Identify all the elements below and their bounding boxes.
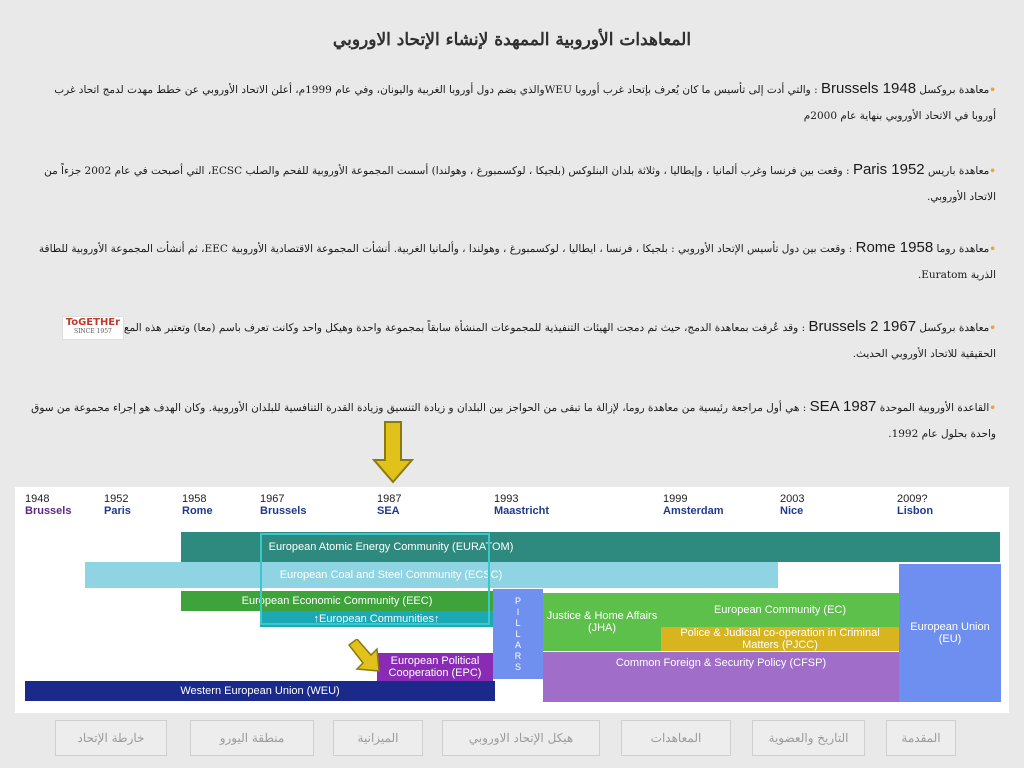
bullet: • xyxy=(989,243,996,255)
weu-bar: Western European Union (WEU) xyxy=(25,681,495,701)
paragraph-sea-1987 xyxy=(30,394,996,447)
cfsp-bar: Common Foreign & Security Policy (CFSP) xyxy=(543,652,899,674)
page-title: المعاهدات الأوروبية الممهدة لإنشاء الإتحاد الاوروبي xyxy=(332,30,692,50)
timeline-year-2009: 2009? Lisbon xyxy=(897,493,934,517)
treaty-name: Paris 1952 xyxy=(852,161,925,178)
timeline-year-1952: 1952 Paris xyxy=(104,493,131,517)
nav-eurozone[interactable]: منطقة اليورو xyxy=(190,720,314,756)
paragraph-text: : والتي أدت إلى تأسيس ما كان يُعرف بإتحاد غرب أوروبا WEUوالذي يضم دول أوروبا الغربية واليونان، وفي عام 1999م، أعلن الاتحاد الأوروبي عن خطط مهدت لدمج اتحاد غرب أوروبا في الاتحاد الأوروبي بنهاية عام 2000م xyxy=(54,84,996,122)
pjcc-bar: Police & Judicial co-operation in Criminal Matters (PJCC) xyxy=(661,627,899,651)
paragraph-paris-1952 xyxy=(30,157,996,210)
bullet: • xyxy=(989,322,996,334)
epc-bar: European Political Cooperation (EPC) xyxy=(377,653,493,681)
paragraph-text: الحقيقية للاتحاد الأوروبي الحديث. xyxy=(852,348,996,360)
timeline-year-1993: 1993 Maastricht xyxy=(494,493,550,517)
ec-bar: European Community (EC) xyxy=(661,593,899,627)
paragraph-brussels-1948 xyxy=(30,76,996,129)
epc-arrow-icon xyxy=(345,639,381,673)
treaty-name: SEA 1987 xyxy=(809,398,877,415)
paragraph-text: معاهدة روما xyxy=(936,243,990,255)
paragraph-text: : وقعت بين فرنسا وغرب ألمانيا ، وإيطاليا ، وثلاثة بلدان البنلوكس (بلجيكا ، لوكسمبورغ ، وهولندا) أسست المجموعة الأوروبية للفحم والصلب ECSC، التي أصبحت في عام 2002 جزءاً من الاتحاد الأوروبي. xyxy=(44,165,996,203)
nav-history-membership[interactable]: التاريخ والعضوية xyxy=(752,720,865,756)
nav-introduction[interactable]: المقدمة xyxy=(886,720,956,756)
euratom-bar: European Atomic Energy Community (EURATOM) xyxy=(181,532,1000,562)
nav-budget[interactable]: الميزانية xyxy=(333,720,423,756)
timeline-year-1958: 1958 Rome xyxy=(182,493,213,517)
timeline-year-1948: 1948 Brussels xyxy=(25,493,72,517)
pillars-bar: PILLARS xyxy=(493,589,543,679)
cfsp-extension-bar xyxy=(543,674,899,702)
treaty-timeline xyxy=(15,487,1009,713)
bullet: • xyxy=(989,165,996,177)
paragraph-brussels-1967 xyxy=(30,314,996,367)
timeline-year-1987: 1987 SEA xyxy=(377,493,402,517)
treaty-name: Brussels 1948 xyxy=(820,80,917,97)
bullet: • xyxy=(989,84,996,96)
timeline-year-1999: 1999 Amsterdam xyxy=(663,493,724,517)
paragraph-text: معاهدة باريس xyxy=(928,165,990,177)
paragraph-text: : هي أول مراجعة رئيسية من معاهدة روما، لإزالة ما تبقى من الحواجز بين البلدان و زيادة التنسيق وزيادة القدرة التنافسية للبلدان الأوروبية. وكان الهدف هو إجراء مجموعة من سوق واحدة بحلول عام 1992. xyxy=(31,402,996,440)
merger-highlight xyxy=(260,533,490,625)
paragraph-text: : وقعت بين دول تأسيس الإتحاد الأوروبي : بلجيكا ، فرنسا ، ايطاليا ، لوكسمبورغ ، وهولندا ، وألمانيا الغربية. أنشأت المجموعة الاقتصادية الأوروبية EEC، ثم أنشأت المجموعة الأوروبية للطاقة الذرية Euratom. xyxy=(38,243,996,281)
european-union-bar: European Union (EU) xyxy=(899,564,1001,702)
treaty-name: Brussels 2 1967 xyxy=(808,318,917,335)
paragraph-text: معاهدة بروكسل xyxy=(919,322,990,334)
european-communities-bar: ↑European Communities↑ xyxy=(260,611,493,627)
paragraph-text: معاهدة بروكسل xyxy=(919,84,990,96)
nav-eu-map[interactable]: خارطة الإتحاد xyxy=(55,720,167,756)
timeline-year-2003: 2003 Nice xyxy=(780,493,805,517)
timeline-year-1967: 1967 Brussels xyxy=(260,493,307,517)
nav-eu-structure[interactable]: هيكل الإتحاد الاوروبي xyxy=(442,720,600,756)
nav-treaties[interactable]: المعاهدات xyxy=(621,720,731,756)
paragraph-rome-1958 xyxy=(30,235,996,288)
paragraph-text: : وقد عُرفت بمعاهدة الدمج، حيث تم دمجت الهيئات التنفيذية للمجموعات المنشأة سابقاً بمجموعة واحدة وهيكل واحد وكانت تعرف باسم (معا) وتعتبر هذه المع xyxy=(123,322,806,334)
down-arrow-icon xyxy=(372,420,414,484)
bullet: • xyxy=(989,402,996,414)
paragraph-text: القاعدة الأوروبية الموحدة xyxy=(879,402,990,414)
jha-bar: Justice & Home Affairs (JHA) xyxy=(543,593,661,651)
ecsc-bar: European Coal and Steel Community (ECSC) xyxy=(85,562,778,588)
together-logo: ToGETHEr SINCE 1957 xyxy=(62,316,124,340)
eec-bar: European Economic Community (EEC) xyxy=(181,591,493,611)
treaty-name: Rome 1958 xyxy=(855,239,934,256)
